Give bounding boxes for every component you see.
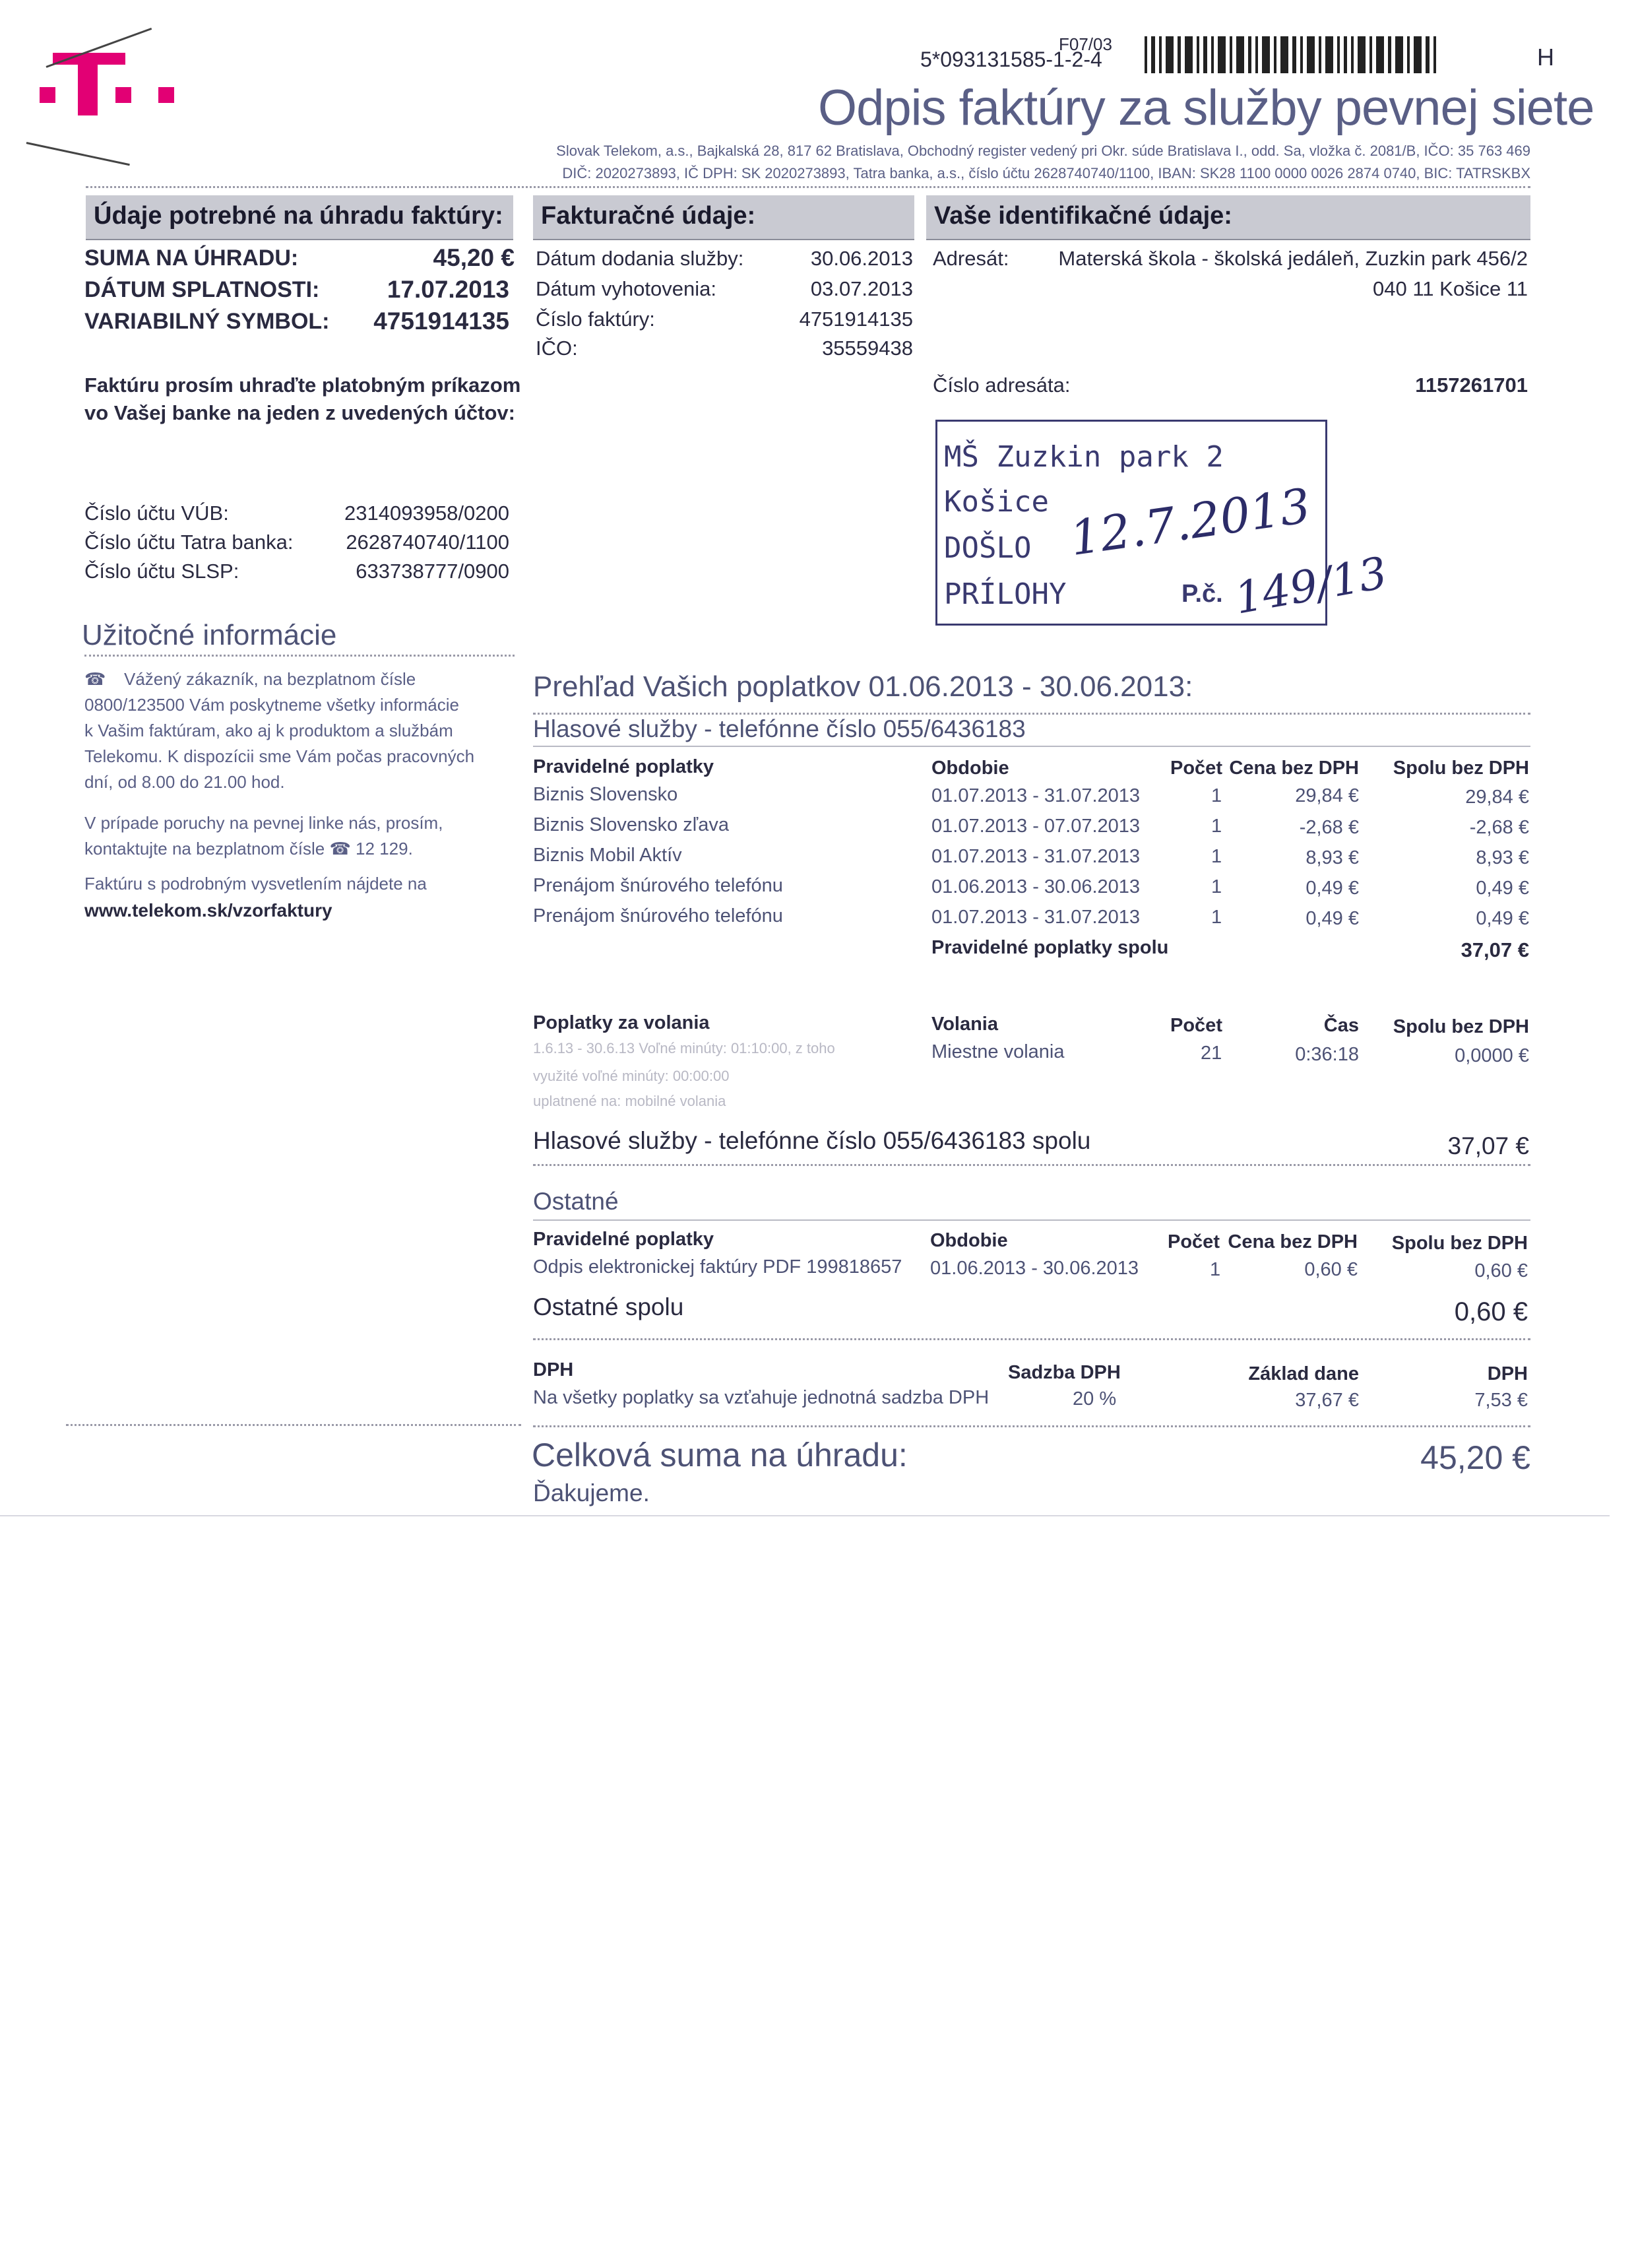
payment-instruction: Faktúru prosím uhraďte platobným príkazom: [84, 373, 521, 397]
telekom-logo: [40, 40, 191, 119]
thanks-text: Ďakujeme.: [533, 1479, 650, 1507]
other-sum-value: 0,60 €: [1454, 1297, 1528, 1326]
barcode: [1145, 36, 1440, 73]
company-info-line2: DIČ: 2020273893, IČ DPH: SK 2020273893, Tatra banka, a.s., číslo účtu 2628740740/1100, IBAN: SK28 1100 0000 0026 2874 0740, BIC: TATRSKBX: [562, 165, 1530, 181]
addressee-label: Adresát:: [933, 247, 1009, 270]
stamp-line: PRÍLOHY: [944, 577, 1067, 611]
col-header: Sadzba DPH: [1008, 1362, 1121, 1383]
received-stamp: [935, 420, 1391, 626]
regular-fees-sum-value: 37,07 €: [1461, 938, 1529, 961]
logo-dot: [115, 87, 131, 103]
calls-note: 1.6.13 - 30.6.13 Voľné minúty: 01:10:00, z toho: [533, 1040, 835, 1056]
payment-value: 4751914135: [373, 308, 509, 335]
voice-service-title: Hlasové služby - telefónne číslo 055/6436183: [533, 715, 1026, 742]
col-header: Cena bez DPH: [1229, 758, 1359, 779]
divider: [84, 655, 515, 657]
addressee-number-label: Číslo adresáta:: [933, 373, 1071, 397]
stamp-date-handwritten: 12.7.2013: [1066, 477, 1314, 567]
invoice-value: 4751914135: [799, 308, 913, 331]
stamp-pc-label: P.č.: [1181, 580, 1223, 608]
useful-info-title: Užitočné informácie: [82, 619, 337, 651]
payment-value: 45,20 €: [433, 244, 515, 271]
useful-info-para1: ☎ Vážený zákazník, na bezplatnom čísle 0800/123500 Vám poskytneme všetky informácie k Vašim faktúram, ako aj k produktom a službám Telekomu. K dispozícii sme Vám počas pracovných dní, od 8.00 do 21.00 hod.: [84, 666, 507, 795]
invoice-value: 35559438: [822, 337, 913, 360]
col-header: Spolu bez DPH: [1391, 1233, 1528, 1254]
company-info-line1: Slovak Telekom, a.s., Bajkalská 28, 817 62 Bratislava, Obchodný register vedený pri Okr. súde Bratislava I., odd. Sa, vložka č. 2081/B, IČO: 35 763 469: [556, 143, 1530, 159]
col-header: Cena bez DPH: [1228, 1231, 1358, 1252]
col-header: Počet: [1168, 1231, 1220, 1252]
pen-mark: [26, 142, 130, 166]
col-header: Pravidelné poplatky: [533, 1229, 714, 1250]
payment-header: Údaje potrebné na úhradu faktúry:: [86, 195, 513, 240]
total-value: 45,20 €: [1420, 1439, 1530, 1476]
logo-dot: [158, 87, 174, 103]
voice-sum-label: Hlasové služby - telefónne číslo 055/6436183 spolu: [533, 1127, 1091, 1154]
col-header: Volania: [931, 1014, 998, 1035]
voice-sum-value: 37,07 €: [1447, 1132, 1529, 1159]
divider: [533, 1338, 1530, 1340]
col-header: Poplatky za volania: [533, 1012, 710, 1033]
stamp-line: MŠ Zuzkin park 2: [944, 440, 1224, 474]
document-code: 5*093131585-1-2-4: [920, 48, 1102, 71]
invoice-label: Dátum vyhotovenia:: [536, 277, 716, 300]
vzorfaktury-link[interactable]: www.telekom.sk/vzorfaktury: [84, 900, 332, 921]
document-code-top: F07/03: [1059, 34, 1112, 54]
payment-label: SUMA NA ÚHRADU:: [84, 245, 299, 271]
stamp-number-handwritten: 149/13: [1231, 547, 1391, 624]
col-header: DPH: [1487, 1363, 1528, 1384]
other-sum-label: Ostatné spolu: [533, 1293, 684, 1320]
invoice-value: 03.07.2013: [810, 277, 913, 300]
document-letter: H: [1537, 44, 1554, 71]
page-bottom-edge: [0, 1515, 1610, 1516]
account-label: Číslo účtu SLSP:: [84, 560, 239, 583]
invoice-header: Fakturačné údaje:: [533, 195, 914, 240]
addressee-line2: 040 11 Košice 11: [1373, 277, 1528, 300]
identification-header: Vaše identifikačné údaje:: [926, 195, 1530, 240]
col-header: Spolu bez DPH: [1393, 1016, 1529, 1037]
divider: [66, 1424, 521, 1426]
account-label: Číslo účtu VÚB:: [84, 502, 229, 525]
col-header: Počet: [1170, 758, 1222, 779]
addressee-line1: Materská škola - školská jedáleň, Zuzkin park 456/2: [1058, 247, 1528, 270]
divider: [533, 713, 1530, 715]
divider: [533, 1164, 1530, 1166]
logo-dot: [40, 87, 55, 103]
logo-t-stem: [78, 53, 98, 115]
addressee-number: 1157261701: [1415, 373, 1528, 397]
total-label: Celková suma na úhradu:: [532, 1437, 908, 1474]
account-value: 2314093958/0200: [344, 502, 509, 525]
col-header: Obdobie: [931, 758, 1009, 779]
payment-label: VARIABILNÝ SYMBOL:: [84, 309, 330, 334]
col-header: DPH: [533, 1359, 574, 1380]
overview-title: Prehľad Vašich poplatkov 01.06.2013 - 30.06.2013:: [533, 670, 1193, 703]
other-title: Ostatné: [533, 1188, 619, 1215]
payment-label: DÁTUM SPLATNOSTI:: [84, 277, 320, 302]
col-header: Spolu bez DPH: [1393, 758, 1529, 779]
phone-icon: ☎: [84, 669, 106, 689]
divider: [533, 1219, 1530, 1221]
regular-fees-sum-label: Pravidelné poplatky spolu: [931, 937, 1169, 958]
divider: [533, 1425, 1530, 1427]
calls-note: uplatnené na: mobilné volania: [533, 1093, 726, 1109]
payment-instruction: vo Vašej banke na jeden z uvedených účtov:: [84, 401, 515, 424]
invoice-label: IČO:: [536, 337, 578, 360]
col-header: Čas: [1323, 1015, 1359, 1036]
col-header: Počet: [1170, 1015, 1222, 1036]
stamp-line: Košice: [944, 485, 1049, 519]
account-label: Číslo účtu Tatra banka:: [84, 531, 294, 554]
useful-info-para3: Faktúru s podrobným vysvetlením nájdete na: [84, 874, 427, 893]
useful-info-para2: V prípade poruchy na pevnej linke nás, prosím, kontaktujte na bezplatnom čísle ☎ 12 129.: [84, 813, 443, 859]
col-header: Pravidelné poplatky: [533, 756, 714, 777]
col-header: Obdobie: [930, 1230, 1008, 1251]
invoice-value: 30.06.2013: [810, 247, 913, 270]
invoice-label: Dátum dodania služby:: [536, 247, 744, 270]
page-title: Odpis faktúry za služby pevnej siete: [818, 80, 1594, 136]
account-value: 633738777/0900: [356, 560, 509, 583]
account-value: 2628740740/1100: [346, 531, 509, 554]
divider: [533, 746, 1530, 747]
divider: [86, 186, 1530, 188]
invoice-label: Číslo faktúry:: [536, 308, 655, 331]
col-header: Základ dane: [1248, 1363, 1359, 1384]
calls-note: využité voľné minúty: 00:00:00: [533, 1068, 730, 1084]
stamp-line: DOŠLO: [944, 531, 1032, 565]
payment-value: 17.07.2013: [387, 276, 509, 303]
